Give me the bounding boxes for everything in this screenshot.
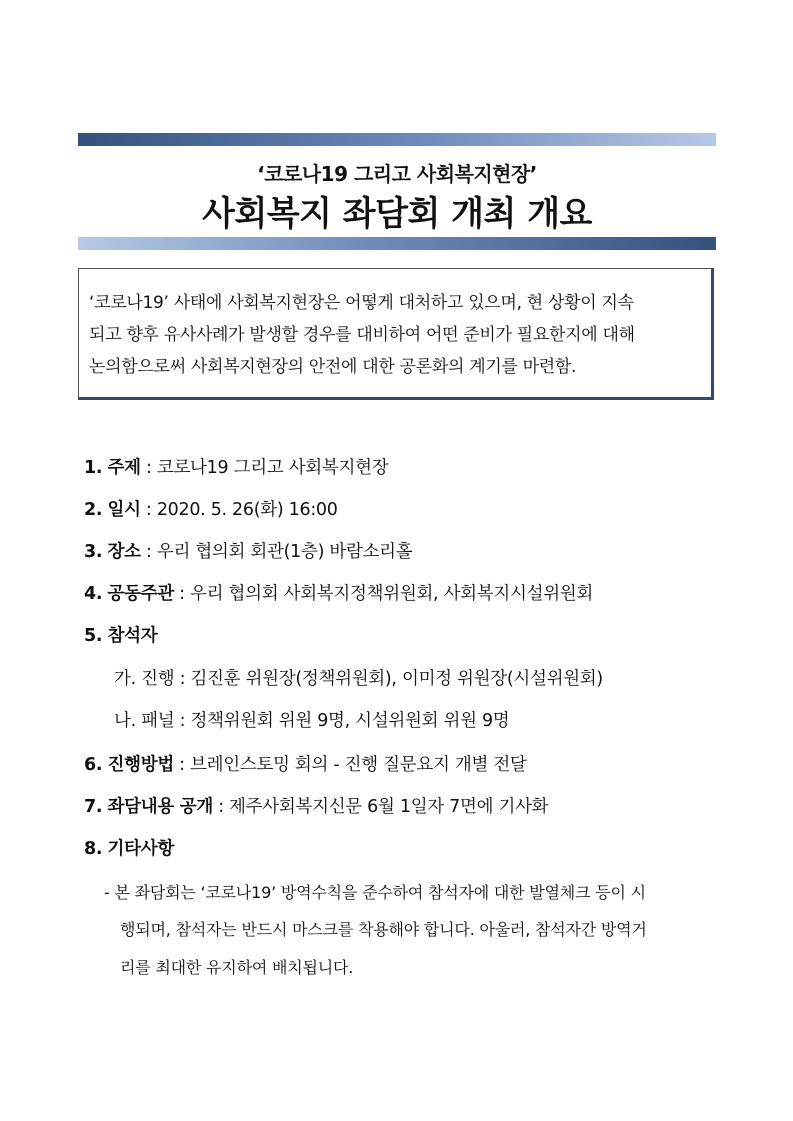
- item-venue: 3. 장소 : 우리 협의회 회관(1층) 바람소리홀: [84, 542, 413, 562]
- document-title: 사회복지 좌담회 개최 개요: [202, 194, 592, 234]
- item-organizers: 4. 공동주관 : 우리 협의회 사회복지정책위원회, 사회복지시설위원회: [84, 584, 594, 604]
- item-attendees: 5. 참석자: [84, 626, 158, 646]
- summary-line: ‘코로나19’ 사태에 사회복지현장은 어떻게 대처하고 있으며, 현 상황이 지속: [89, 293, 634, 313]
- attendee-panel: 나. 패널 : 정책위원회 위원 9명, 시설위원회 위원 9명: [114, 711, 510, 731]
- summary-box: [78, 268, 714, 400]
- note-line: - 본 좌담회는 ‘코로나19’ 방역수칙을 준수하여 참석자에 대한 발열체크 등이 시: [104, 883, 646, 902]
- item-method: 6. 진행방법 : 브레인스토밍 회의 - 진행 질문요지 개별 전달: [84, 755, 527, 775]
- summary-line: 논의함으로써 사회복지현장의 안전에 대한 공론화의 계기를 마련함.: [89, 357, 577, 377]
- summary-line: 되고 향후 유사사례가 발생할 경우를 대비하여 어떤 준비가 필요한지에 대해: [89, 325, 635, 345]
- item-topic: 1. 주제 : 코로나19 그리고 사회복지현장: [84, 458, 389, 478]
- item-misc: 8. 기타사항: [84, 839, 174, 859]
- document-subtitle: ‘코로나19 그리고 사회복지현장’: [257, 162, 537, 186]
- header-top-bar: [78, 133, 716, 146]
- header-bottom-bar: [78, 237, 716, 250]
- note-line: 행되며, 참석자는 반드시 마스크를 착용해야 합니다. 아울러, 참석자간 방역거: [120, 920, 647, 939]
- item-datetime: 2. 일시 : 2020. 5. 26(화) 16:00: [84, 500, 338, 520]
- item-publication: 7. 좌담내용 공개 : 제주사회복지신문 6월 1일자 7면에 기사화: [84, 797, 549, 817]
- attendee-host: 가. 진행 : 김진훈 위원장(정책위원회), 이미정 위원장(시설위원회): [114, 669, 603, 689]
- note-line: 리를 최대한 유지하여 배치됩니다.: [120, 958, 354, 977]
